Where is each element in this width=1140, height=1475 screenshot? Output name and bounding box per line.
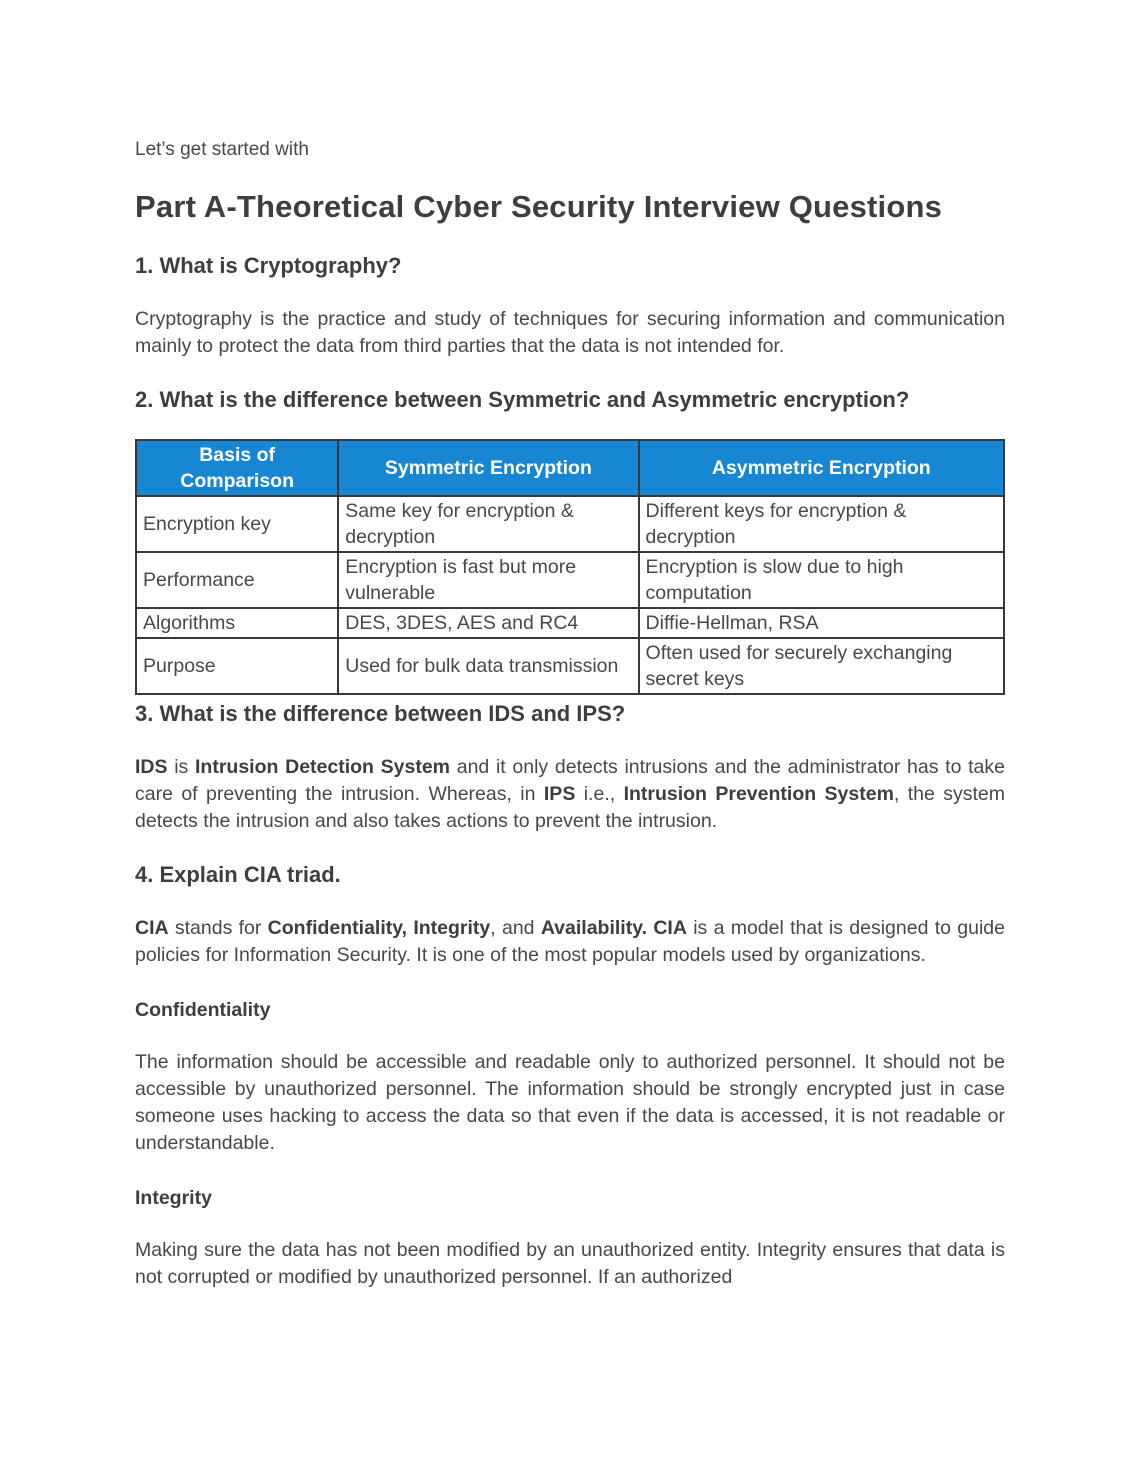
intro-line: Let’s get started with (135, 139, 309, 160)
question-1-heading: 1. What is Cryptography? (135, 253, 402, 278)
table-cell: Encryption is slow due to high computation (639, 552, 1004, 608)
question-4-heading: 4. Explain CIA triad. (135, 862, 341, 887)
table-header-row (136, 440, 1004, 496)
integrity-paragraph: Making sure the data has not been modified by an unauthorized entity. Integrity ensures that data is not corrupted or modified by unauthorized personnel. If an authorized (135, 1239, 1005, 1288)
main-title: Part A-Theoretical Cyber Security Interview Questions (135, 189, 943, 224)
table-row (136, 638, 1004, 694)
table-cell: Used for bulk data transmission (338, 638, 638, 694)
table-cell: Different keys for encryption & decryption (639, 496, 1004, 552)
table-cell: Same key for encryption & decryption (338, 496, 638, 552)
question-3-heading: 3. What is the difference between IDS and IPS? (135, 701, 626, 726)
table-row (136, 608, 1004, 638)
table-cell: Often used for securely exchanging secret keys (639, 638, 1004, 694)
table-row (136, 552, 1004, 608)
question-4-paragraph: CIA stands for Confidentiality, Integrity, and Availability. CIA is a model that is designed to guide policies for Information Security. It is one of the most popular models used by organizations. (135, 917, 1005, 966)
table-header-cell: Asymmetric Encryption (639, 440, 1004, 496)
table-header-cell: Basis of Comparison (136, 440, 338, 496)
table-cell: Encryption is fast but more vulnerable (338, 552, 638, 608)
question-1-paragraph: Cryptography is the practice and study of techniques for securing information and communication mainly to protect the data from third parties that the data is not intended for. (135, 308, 1005, 357)
table-cell: Encryption key (136, 496, 338, 552)
question-3-paragraph: IDS is Intrusion Detection System and it only detects intrusions and the administrator has to take care of preventing the intrusion. Whereas, in IPS i.e., Intrusion Prevention System, the system detects the intrusion and also takes actions to prevent the intrusion. (135, 756, 1006, 832)
table-header-cell: Symmetric Encryption (338, 440, 638, 496)
integrity-subheading: Integrity (135, 1187, 212, 1209)
table-cell: Diffie-Hellman, RSA (639, 608, 1004, 638)
table-cell: Algorithms (136, 608, 338, 638)
table-cell: Performance (136, 552, 338, 608)
question-2-heading: 2. What is the difference between Symmetric and Asymmetric encryption? (135, 387, 910, 412)
table-row (136, 496, 1004, 552)
confidentiality-subheading: Confidentiality (135, 999, 271, 1021)
table-cell: Purpose (136, 638, 338, 694)
table-body (136, 496, 1004, 694)
table-cell: DES, 3DES, AES and RC4 (338, 608, 638, 638)
confidentiality-paragraph: The information should be accessible and readable only to authorized personnel. It should not be accessible by unauthorized personnel. The information should be strongly encrypted just in case someone uses hacking to access the data so that even if the data is accessed, it is not readable or understandable. (135, 1051, 1005, 1154)
comparison-table (135, 439, 1005, 695)
